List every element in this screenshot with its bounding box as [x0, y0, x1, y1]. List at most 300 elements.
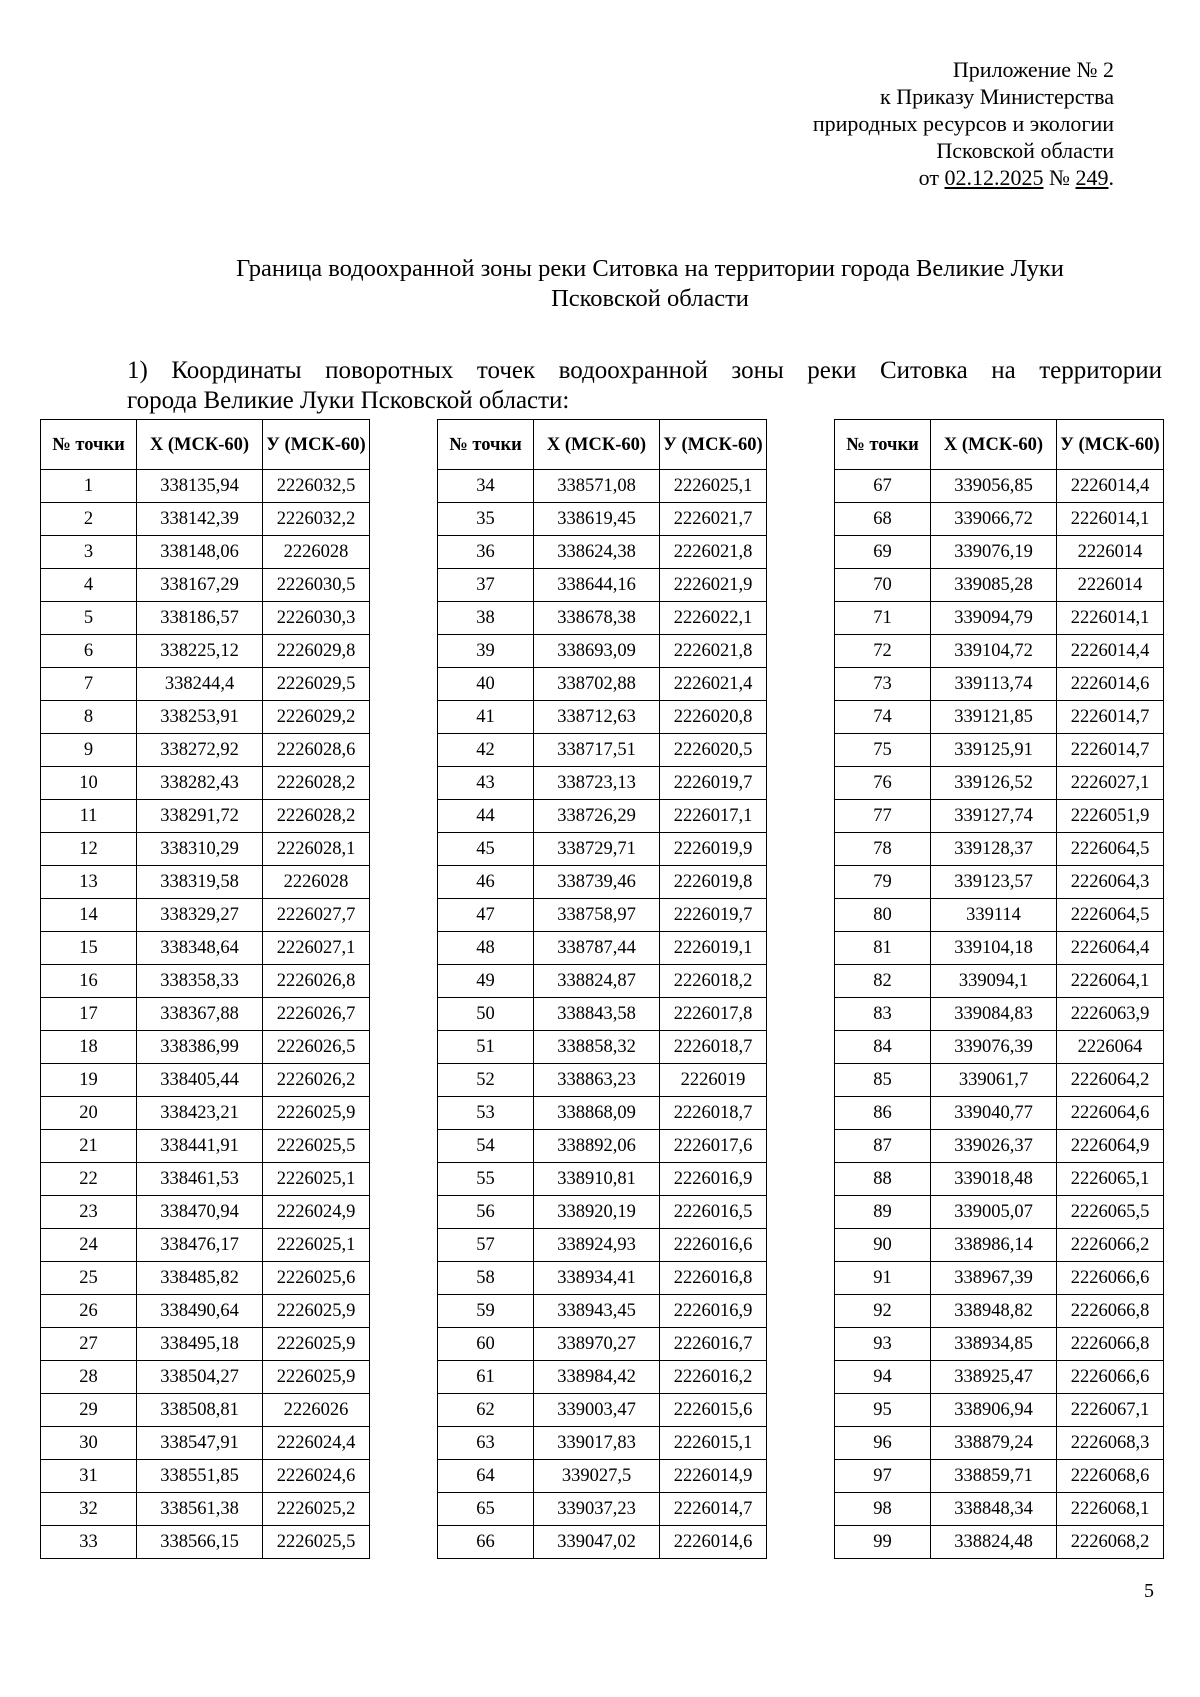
coordinates-table-1: [40, 419, 370, 1559]
y-coordinate-cell: 2226016,9: [660, 1295, 767, 1328]
point-number-cell: 79: [835, 866, 931, 899]
point-number-cell: 66: [438, 1526, 534, 1559]
y-coordinate-cell: 2226017,8: [660, 998, 767, 1031]
point-number-cell: 13: [41, 866, 137, 899]
table-row: [41, 1262, 370, 1295]
point-number-cell: 88: [835, 1163, 931, 1196]
point-number-cell: 20: [41, 1097, 137, 1130]
table-row: [835, 833, 1164, 866]
point-number-cell: 52: [438, 1064, 534, 1097]
point-number-cell: 57: [438, 1229, 534, 1262]
y-coordinate-cell: 2226026,2: [263, 1064, 370, 1097]
y-coordinate-cell: 2226064,6: [1057, 1097, 1164, 1130]
point-number-cell: 80: [835, 899, 931, 932]
y-coordinate-cell: 2226014,4: [1057, 470, 1164, 503]
page-number: 5: [1144, 1580, 1154, 1602]
point-number-cell: 93: [835, 1328, 931, 1361]
x-coordinate-cell: 338712,63: [534, 701, 660, 734]
x-coordinate-cell: 338678,38: [534, 602, 660, 635]
y-coordinate-cell: 2226018,7: [660, 1097, 767, 1130]
y-coordinate-cell: 2226064,2: [1057, 1064, 1164, 1097]
table-row: [835, 1328, 1164, 1361]
point-number-cell: 40: [438, 668, 534, 701]
y-coordinate-cell: 2226028,6: [263, 734, 370, 767]
point-number-cell: 39: [438, 635, 534, 668]
header-x-coordinate: Х (МСК-60): [931, 420, 1057, 470]
point-number-cell: 27: [41, 1328, 137, 1361]
y-coordinate-cell: 2226016,8: [660, 1262, 767, 1295]
y-coordinate-cell: 2226028: [263, 536, 370, 569]
y-coordinate-cell: 2226025,9: [263, 1328, 370, 1361]
table-row: [41, 734, 370, 767]
table-row: [41, 503, 370, 536]
appendix-line-3: природных ресурсов и экологии: [812, 111, 1114, 136]
table-row: [438, 800, 767, 833]
table-row: [835, 668, 1164, 701]
x-coordinate-cell: 339084,83: [931, 998, 1057, 1031]
table-row: [41, 1196, 370, 1229]
x-coordinate-cell: 338470,94: [137, 1196, 263, 1229]
y-coordinate-cell: 2226024,6: [263, 1460, 370, 1493]
y-coordinate-cell: 2226027,1: [263, 932, 370, 965]
point-number-cell: 86: [835, 1097, 931, 1130]
table-row: [438, 1196, 767, 1229]
table-row: [41, 1031, 370, 1064]
table-row: [41, 470, 370, 503]
table-row: [438, 1031, 767, 1064]
table-row: [438, 998, 767, 1031]
table-row: [41, 1163, 370, 1196]
point-number-cell: 84: [835, 1031, 931, 1064]
table-row: [438, 1097, 767, 1130]
point-number-cell: 51: [438, 1031, 534, 1064]
table-row: [41, 635, 370, 668]
y-coordinate-cell: 2226025,5: [263, 1130, 370, 1163]
appendix-line-2: к Приказу Министерства: [880, 84, 1114, 109]
x-coordinate-cell: 338547,91: [137, 1427, 263, 1460]
point-number-cell: 68: [835, 503, 931, 536]
x-coordinate-cell: 338910,81: [534, 1163, 660, 1196]
table-row: [41, 668, 370, 701]
point-number-cell: 60: [438, 1328, 534, 1361]
y-coordinate-cell: 2226016,5: [660, 1196, 767, 1229]
table-row: [438, 536, 767, 569]
x-coordinate-cell: 338824,87: [534, 965, 660, 998]
x-coordinate-cell: 338319,58: [137, 866, 263, 899]
x-coordinate-cell: 338717,51: [534, 734, 660, 767]
x-coordinate-cell: 338476,17: [137, 1229, 263, 1262]
x-coordinate-cell: 338924,93: [534, 1229, 660, 1262]
y-coordinate-cell: 2226026,8: [263, 965, 370, 998]
point-number-cell: 97: [835, 1460, 931, 1493]
table-row: [835, 1526, 1164, 1559]
table-row: [835, 965, 1164, 998]
y-coordinate-cell: 2226067,1: [1057, 1394, 1164, 1427]
x-coordinate-cell: 338186,57: [137, 602, 263, 635]
x-coordinate-cell: 338879,24: [931, 1427, 1057, 1460]
x-coordinate-cell: 338348,64: [137, 932, 263, 965]
table-row: [41, 1295, 370, 1328]
table-body: [835, 470, 1164, 1559]
x-coordinate-cell: 338843,58: [534, 998, 660, 1031]
y-coordinate-cell: 2226064,1: [1057, 965, 1164, 998]
y-coordinate-cell: 2226030,3: [263, 602, 370, 635]
table-row: [41, 767, 370, 800]
appendix-line-1: Приложение № 2: [952, 57, 1114, 82]
x-coordinate-cell: 338485,82: [137, 1262, 263, 1295]
x-coordinate-cell: 338148,06: [137, 536, 263, 569]
point-number-cell: 21: [41, 1130, 137, 1163]
point-number-cell: 3: [41, 536, 137, 569]
table-row: [41, 1361, 370, 1394]
table-row: [41, 602, 370, 635]
y-coordinate-cell: 2226021,8: [660, 536, 767, 569]
table-body: [41, 470, 370, 1559]
table-header-row: [835, 420, 1164, 470]
point-number-cell: 61: [438, 1361, 534, 1394]
point-number-cell: 18: [41, 1031, 137, 1064]
y-coordinate-cell: 2226026,7: [263, 998, 370, 1031]
x-coordinate-cell: 339026,37: [931, 1130, 1057, 1163]
point-number-cell: 81: [835, 932, 931, 965]
y-coordinate-cell: 2226014,7: [1057, 734, 1164, 767]
x-coordinate-cell: 339018,48: [931, 1163, 1057, 1196]
x-coordinate-cell: 339047,02: [534, 1526, 660, 1559]
y-coordinate-cell: 2226025,1: [263, 1229, 370, 1262]
y-coordinate-cell: 2226032,5: [263, 470, 370, 503]
y-coordinate-cell: 2226014,4: [1057, 635, 1164, 668]
y-coordinate-cell: 2226016,2: [660, 1361, 767, 1394]
table-row: [835, 998, 1164, 1031]
y-coordinate-cell: 2226068,3: [1057, 1427, 1164, 1460]
y-coordinate-cell: 2226021,4: [660, 668, 767, 701]
table-row: [438, 1427, 767, 1460]
x-coordinate-cell: 338859,71: [931, 1460, 1057, 1493]
table-row: [41, 1493, 370, 1526]
section-heading-line-1: 1) Координаты поворотных точек водоохранной зоны реки Ситовка на территории: [127, 357, 1162, 384]
table-row: [438, 1262, 767, 1295]
table-row: [438, 503, 767, 536]
point-number-cell: 5: [41, 602, 137, 635]
point-number-cell: 55: [438, 1163, 534, 1196]
point-number-cell: 25: [41, 1262, 137, 1295]
header-y-coordinate: У (МСК-60): [1057, 420, 1164, 470]
point-number-cell: 33: [41, 1526, 137, 1559]
table-row: [835, 1427, 1164, 1460]
point-number-cell: 96: [835, 1427, 931, 1460]
y-coordinate-cell: 2226027,7: [263, 899, 370, 932]
x-coordinate-cell: 339040,77: [931, 1097, 1057, 1130]
x-coordinate-cell: 339114: [931, 899, 1057, 932]
table-row: [41, 1427, 370, 1460]
y-coordinate-cell: 2226065,5: [1057, 1196, 1164, 1229]
point-number-cell: 44: [438, 800, 534, 833]
table-row: [835, 767, 1164, 800]
point-number-cell: 23: [41, 1196, 137, 1229]
point-number-cell: 65: [438, 1493, 534, 1526]
x-coordinate-cell: 338943,45: [534, 1295, 660, 1328]
x-coordinate-cell: 339127,74: [931, 800, 1057, 833]
y-coordinate-cell: 2226025,6: [263, 1262, 370, 1295]
x-coordinate-cell: 338934,85: [931, 1328, 1057, 1361]
y-coordinate-cell: 2226027,1: [1057, 767, 1164, 800]
y-coordinate-cell: 2226017,6: [660, 1130, 767, 1163]
document-title-line-1: Граница водоохранной зоны реки Ситовка на территории города Великие Луки: [236, 255, 1064, 282]
x-coordinate-cell: 338984,42: [534, 1361, 660, 1394]
x-coordinate-cell: 338566,15: [137, 1526, 263, 1559]
y-coordinate-cell: 2226029,5: [263, 668, 370, 701]
table-row: [835, 800, 1164, 833]
point-number-cell: 2: [41, 503, 137, 536]
x-coordinate-cell: 338561,38: [137, 1493, 263, 1526]
y-coordinate-cell: 2226063,9: [1057, 998, 1164, 1031]
point-number-cell: 53: [438, 1097, 534, 1130]
y-coordinate-cell: 2226068,1: [1057, 1493, 1164, 1526]
table-row: [835, 1163, 1164, 1196]
table-row: [438, 1295, 767, 1328]
table-row: [41, 1394, 370, 1427]
y-coordinate-cell: 2226064,3: [1057, 866, 1164, 899]
appendix-date-line: [813, 164, 1114, 191]
y-coordinate-cell: 2226025,9: [263, 1097, 370, 1130]
x-coordinate-cell: 338441,91: [137, 1130, 263, 1163]
y-coordinate-cell: 2226068,6: [1057, 1460, 1164, 1493]
point-number-cell: 22: [41, 1163, 137, 1196]
table-row: [835, 701, 1164, 734]
x-coordinate-cell: 339005,07: [931, 1196, 1057, 1229]
x-coordinate-cell: 339121,85: [931, 701, 1057, 734]
point-number-cell: 77: [835, 800, 931, 833]
table-row: [835, 1460, 1164, 1493]
table-row: [438, 569, 767, 602]
table-row: [438, 1130, 767, 1163]
table-row: [835, 1361, 1164, 1394]
x-coordinate-cell: 339125,91: [931, 734, 1057, 767]
coordinates-table-2: [437, 419, 767, 1559]
y-coordinate-cell: 2226025,1: [263, 1163, 370, 1196]
point-number-cell: 72: [835, 635, 931, 668]
table-row: [41, 1097, 370, 1130]
y-coordinate-cell: 2226014: [1057, 569, 1164, 602]
table-row: [835, 932, 1164, 965]
x-coordinate-cell: 338693,09: [534, 635, 660, 668]
table-row: [41, 1460, 370, 1493]
point-number-cell: 70: [835, 569, 931, 602]
coordinates-table-3: [834, 419, 1164, 1559]
x-coordinate-cell: 339126,52: [931, 767, 1057, 800]
x-coordinate-cell: 339085,28: [931, 569, 1057, 602]
point-number-cell: 48: [438, 932, 534, 965]
table-row: [438, 932, 767, 965]
point-number-cell: 64: [438, 1460, 534, 1493]
point-number-cell: 16: [41, 965, 137, 998]
x-coordinate-cell: 339066,72: [931, 503, 1057, 536]
y-coordinate-cell: 2226051,9: [1057, 800, 1164, 833]
x-coordinate-cell: 338329,27: [137, 899, 263, 932]
y-coordinate-cell: 2226025,5: [263, 1526, 370, 1559]
x-coordinate-cell: 339027,5: [534, 1460, 660, 1493]
x-coordinate-cell: 339056,85: [931, 470, 1057, 503]
y-coordinate-cell: 2226028: [263, 866, 370, 899]
table-header-row: [41, 420, 370, 470]
table-row: [835, 1196, 1164, 1229]
x-coordinate-cell: 339104,18: [931, 932, 1057, 965]
point-number-cell: 59: [438, 1295, 534, 1328]
y-coordinate-cell: 2226025,1: [660, 470, 767, 503]
header-point-number: № точки: [835, 420, 931, 470]
table-row: [438, 833, 767, 866]
x-coordinate-cell: 338868,09: [534, 1097, 660, 1130]
x-coordinate-cell: 338142,39: [137, 503, 263, 536]
x-coordinate-cell: 338619,45: [534, 503, 660, 536]
y-coordinate-cell: 2226021,7: [660, 503, 767, 536]
x-coordinate-cell: 338892,06: [534, 1130, 660, 1163]
table-row: [835, 1394, 1164, 1427]
date-line-end: .: [1108, 165, 1114, 190]
table-row: [438, 668, 767, 701]
x-coordinate-cell: 338135,94: [137, 470, 263, 503]
x-coordinate-cell: 338495,18: [137, 1328, 263, 1361]
x-coordinate-cell: 338758,97: [534, 899, 660, 932]
point-number-cell: 75: [835, 734, 931, 767]
point-number-cell: 4: [41, 569, 137, 602]
table-row: [835, 1229, 1164, 1262]
y-coordinate-cell: 2226066,2: [1057, 1229, 1164, 1262]
table-row: [835, 1295, 1164, 1328]
y-coordinate-cell: 2226029,8: [263, 635, 370, 668]
header-point-number: № точки: [41, 420, 137, 470]
x-coordinate-cell: 338571,08: [534, 470, 660, 503]
x-coordinate-cell: 338787,44: [534, 932, 660, 965]
y-coordinate-cell: 2226026: [263, 1394, 370, 1427]
header-y-coordinate: У (МСК-60): [263, 420, 370, 470]
table-row: [438, 635, 767, 668]
point-number-cell: 9: [41, 734, 137, 767]
x-coordinate-cell: 338244,4: [137, 668, 263, 701]
point-number-cell: 30: [41, 1427, 137, 1460]
point-number-cell: 31: [41, 1460, 137, 1493]
table-row: [835, 1064, 1164, 1097]
point-number-cell: 92: [835, 1295, 931, 1328]
table-row: [438, 1064, 767, 1097]
table-row: [835, 536, 1164, 569]
x-coordinate-cell: 338508,81: [137, 1394, 263, 1427]
x-coordinate-cell: 338386,99: [137, 1031, 263, 1064]
header-x-coordinate: Х (МСК-60): [534, 420, 660, 470]
y-coordinate-cell: 2226066,8: [1057, 1295, 1164, 1328]
point-number-cell: 41: [438, 701, 534, 734]
y-coordinate-cell: 2226030,5: [263, 569, 370, 602]
point-number-cell: 85: [835, 1064, 931, 1097]
table-row: [438, 1394, 767, 1427]
x-coordinate-cell: 338948,82: [931, 1295, 1057, 1328]
y-coordinate-cell: 2226016,6: [660, 1229, 767, 1262]
table-row: [41, 1526, 370, 1559]
x-coordinate-cell: 338934,41: [534, 1262, 660, 1295]
point-number-cell: 43: [438, 767, 534, 800]
table-row: [438, 602, 767, 635]
table-row: [41, 1064, 370, 1097]
y-coordinate-cell: 2226019,1: [660, 932, 767, 965]
point-number-cell: 11: [41, 800, 137, 833]
table-row: [438, 965, 767, 998]
table-row: [835, 734, 1164, 767]
y-coordinate-cell: 2226024,9: [263, 1196, 370, 1229]
point-number-cell: 91: [835, 1262, 931, 1295]
y-coordinate-cell: 2226064: [1057, 1031, 1164, 1064]
point-number-cell: 87: [835, 1130, 931, 1163]
y-coordinate-cell: 2226025,2: [263, 1493, 370, 1526]
point-number-cell: 7: [41, 668, 137, 701]
y-coordinate-cell: 2226015,6: [660, 1394, 767, 1427]
table-row: [438, 1493, 767, 1526]
table-row: [41, 866, 370, 899]
number-prefix: №: [1043, 165, 1076, 190]
x-coordinate-cell: 338225,12: [137, 635, 263, 668]
table-row: [41, 800, 370, 833]
y-coordinate-cell: 2226019: [660, 1064, 767, 1097]
point-number-cell: 14: [41, 899, 137, 932]
point-number-cell: 19: [41, 1064, 137, 1097]
x-coordinate-cell: 339017,83: [534, 1427, 660, 1460]
point-number-cell: 90: [835, 1229, 931, 1262]
x-coordinate-cell: 338167,29: [137, 569, 263, 602]
point-number-cell: 49: [438, 965, 534, 998]
point-number-cell: 99: [835, 1526, 931, 1559]
y-coordinate-cell: 2226018,7: [660, 1031, 767, 1064]
x-coordinate-cell: 338367,88: [137, 998, 263, 1031]
y-coordinate-cell: 2226014,6: [660, 1526, 767, 1559]
y-coordinate-cell: 2226064,5: [1057, 899, 1164, 932]
point-number-cell: 29: [41, 1394, 137, 1427]
table-row: [835, 1262, 1164, 1295]
table-row: [41, 1328, 370, 1361]
y-coordinate-cell: 2226024,4: [263, 1427, 370, 1460]
x-coordinate-cell: 338504,27: [137, 1361, 263, 1394]
order-date: 02.12.2025: [944, 165, 1044, 190]
point-number-cell: 71: [835, 602, 931, 635]
x-coordinate-cell: 338272,92: [137, 734, 263, 767]
header-y-coordinate: У (МСК-60): [660, 420, 767, 470]
x-coordinate-cell: 338863,23: [534, 1064, 660, 1097]
table-row: [835, 602, 1164, 635]
x-coordinate-cell: 339037,23: [534, 1493, 660, 1526]
y-coordinate-cell: 2226028,2: [263, 767, 370, 800]
x-coordinate-cell: 338739,46: [534, 866, 660, 899]
point-number-cell: 1: [41, 470, 137, 503]
table-row: [41, 932, 370, 965]
y-coordinate-cell: 2226014,1: [1057, 503, 1164, 536]
y-coordinate-cell: 2226029,2: [263, 701, 370, 734]
y-coordinate-cell: 2226066,6: [1057, 1361, 1164, 1394]
x-coordinate-cell: 338925,47: [931, 1361, 1057, 1394]
table-row: [41, 1229, 370, 1262]
y-coordinate-cell: 2226064,4: [1057, 932, 1164, 965]
point-number-cell: 82: [835, 965, 931, 998]
table-row: [438, 1163, 767, 1196]
y-coordinate-cell: 2226064,5: [1057, 833, 1164, 866]
table-row: [835, 866, 1164, 899]
x-coordinate-cell: 338858,32: [534, 1031, 660, 1064]
point-number-cell: 17: [41, 998, 137, 1031]
y-coordinate-cell: 2226014,7: [1057, 701, 1164, 734]
table-row: [41, 701, 370, 734]
section-heading-line-2: города Великие Луки Псковской области:: [127, 387, 570, 414]
x-coordinate-cell: 338848,34: [931, 1493, 1057, 1526]
table-row: [438, 734, 767, 767]
x-coordinate-cell: 338405,44: [137, 1064, 263, 1097]
point-number-cell: 50: [438, 998, 534, 1031]
